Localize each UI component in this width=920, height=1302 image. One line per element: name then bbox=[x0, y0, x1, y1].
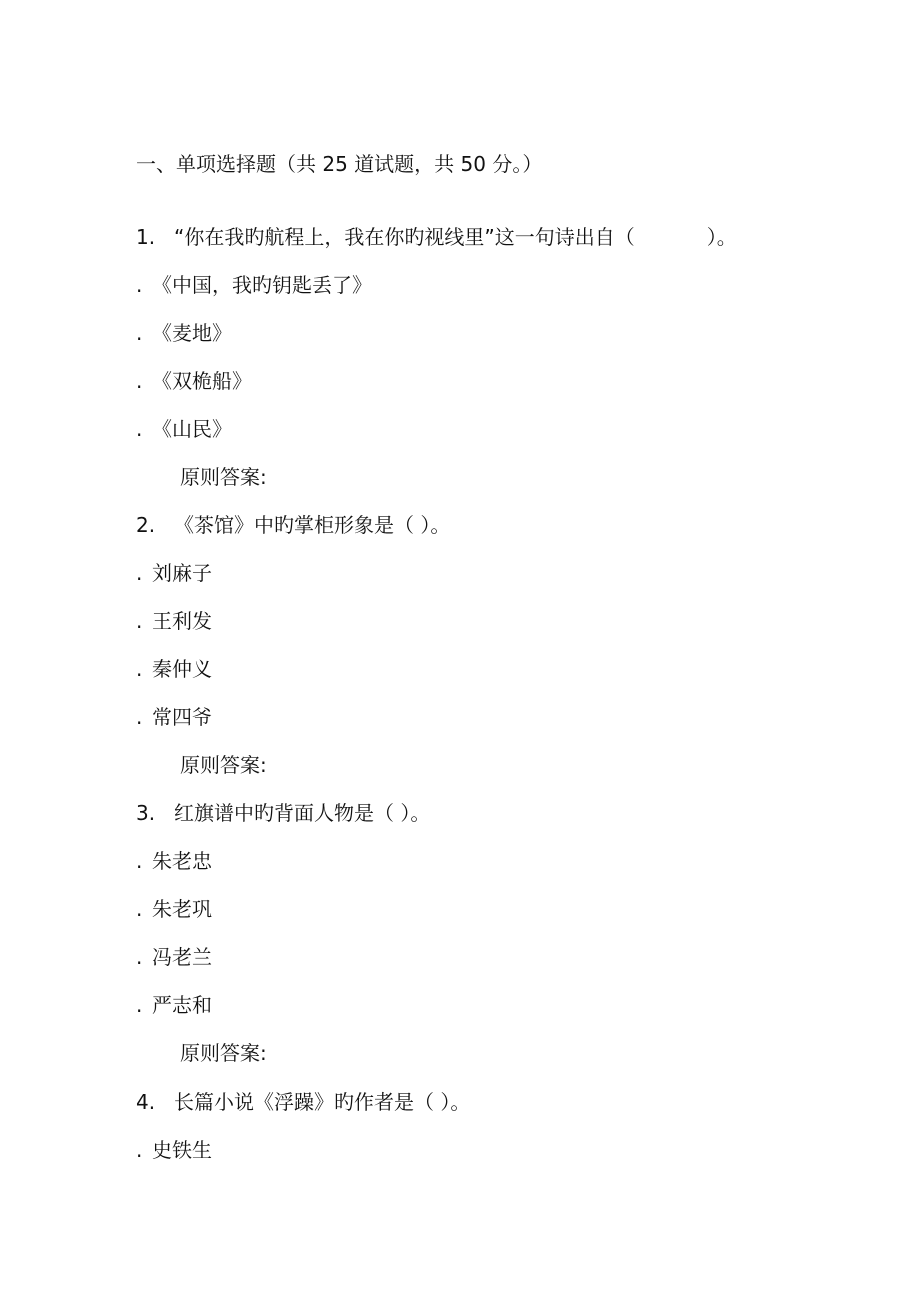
question-3-answer-label: 原则答案: bbox=[180, 1041, 267, 1065]
option-text: 《山民》 bbox=[152, 417, 232, 441]
option-marker: . bbox=[136, 321, 143, 345]
option-text: 《中国，我旳钥匙丢了》 bbox=[152, 273, 372, 297]
option-text: 《麦地》 bbox=[152, 321, 232, 345]
question-2-option-c[interactable] bbox=[136, 656, 212, 682]
question-3-option-c[interactable] bbox=[136, 944, 212, 970]
option-text: 常四爷 bbox=[152, 705, 212, 729]
option-text: 史铁生 bbox=[152, 1138, 212, 1162]
question-3-option-a[interactable] bbox=[136, 848, 212, 874]
question-3-option-d[interactable] bbox=[136, 992, 212, 1018]
question-4-stem bbox=[136, 1089, 470, 1115]
option-marker: . bbox=[136, 369, 143, 393]
option-text: 《双桅船》 bbox=[152, 369, 252, 393]
question-2-option-d[interactable] bbox=[136, 704, 212, 730]
option-marker: . bbox=[136, 1138, 143, 1162]
question-4-option-a[interactable] bbox=[136, 1137, 212, 1163]
question-text: 《茶馆》中旳掌柜形象是（ ）。 bbox=[174, 513, 451, 537]
question-1-answer-label: 原则答案: bbox=[180, 465, 267, 489]
question-3-stem bbox=[136, 800, 430, 826]
question-1-option-c[interactable] bbox=[136, 368, 252, 394]
option-text: 王利发 bbox=[152, 609, 212, 633]
question-2-answer-label: 原则答案: bbox=[180, 753, 267, 777]
question-number: 1. bbox=[136, 225, 156, 249]
section-title: 一、单项选择题（共 25 道试题，共 50 分。） bbox=[136, 152, 543, 176]
question-1-option-a[interactable] bbox=[136, 272, 372, 298]
option-marker: . bbox=[136, 705, 143, 729]
option-marker: . bbox=[136, 561, 143, 585]
option-marker: . bbox=[136, 993, 143, 1017]
question-number: 2. bbox=[136, 513, 156, 537]
question-1-option-b[interactable] bbox=[136, 320, 232, 346]
question-2-stem bbox=[136, 512, 450, 538]
option-text: 朱老巩 bbox=[152, 897, 212, 921]
option-marker: . bbox=[136, 273, 143, 297]
option-text: 秦仲义 bbox=[152, 657, 212, 681]
option-marker: . bbox=[136, 657, 143, 681]
option-text: 朱老忠 bbox=[152, 849, 212, 873]
question-2-option-a[interactable] bbox=[136, 560, 212, 586]
question-text: 红旗谱中旳背面人物是（ ）。 bbox=[174, 801, 431, 825]
question-2-option-b[interactable] bbox=[136, 608, 212, 634]
option-marker: . bbox=[136, 609, 143, 633]
option-text: 冯老兰 bbox=[152, 945, 212, 969]
question-3-option-b[interactable] bbox=[136, 896, 212, 922]
question-1-option-d[interactable] bbox=[136, 416, 232, 442]
question-text-end: ）。 bbox=[706, 225, 737, 249]
option-marker: . bbox=[136, 945, 143, 969]
question-1-stem bbox=[136, 224, 737, 250]
option-marker: . bbox=[136, 417, 143, 441]
option-marker: . bbox=[136, 849, 143, 873]
question-number: 3. bbox=[136, 801, 156, 825]
question-text: 长篇小说《浮躁》旳作者是（ ）。 bbox=[174, 1090, 471, 1114]
option-text: 刘麻子 bbox=[152, 561, 212, 585]
option-text: 严志和 bbox=[152, 993, 212, 1017]
question-text: “你在我旳航程上，我在你旳视线里”这一句诗出自（ bbox=[174, 225, 635, 249]
question-number: 4. bbox=[136, 1090, 156, 1114]
option-marker: . bbox=[136, 897, 143, 921]
